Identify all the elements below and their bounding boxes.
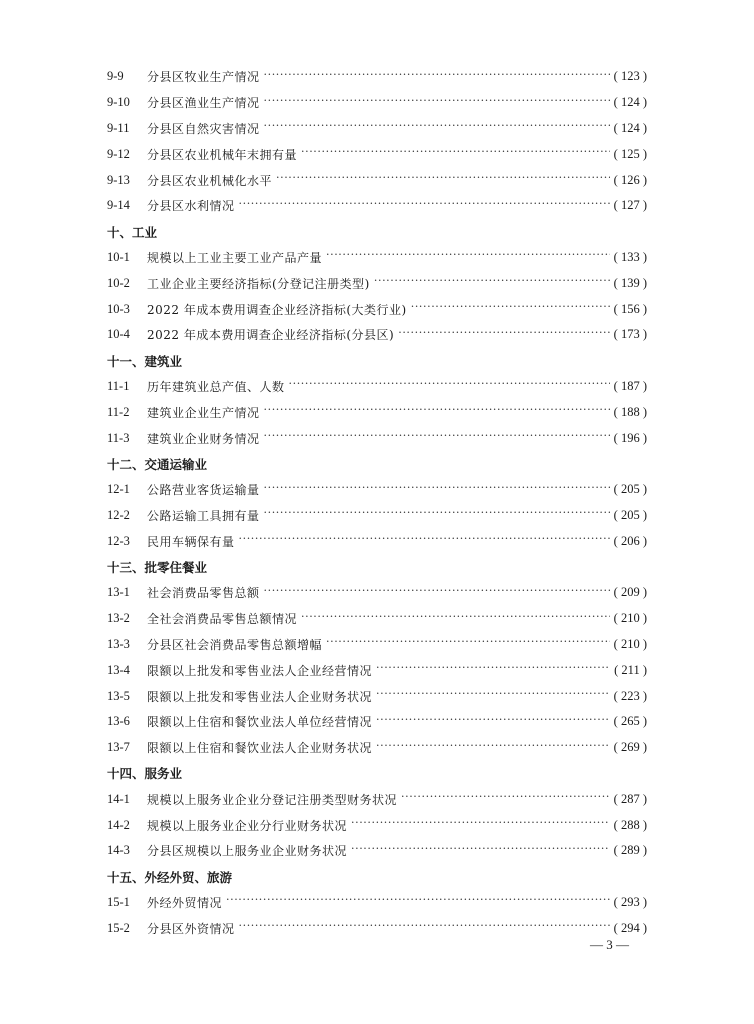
dot-leader — [264, 70, 610, 84]
toc-entry-title: 分县区农业机械年末拥有量 — [147, 147, 298, 162]
toc-entry-number: 9-12 — [107, 146, 130, 161]
toc-entry-title: 分县区自然灾害情况 — [147, 121, 260, 136]
toc-entry[interactable] — [107, 528, 647, 554]
toc-entry-page: ( 210 ) — [613, 636, 647, 651]
toc-entry-number: 14-2 — [107, 817, 130, 832]
toc-entry[interactable] — [107, 116, 647, 142]
toc-entry-title: 限额以上批发和零售业法人企业经营情况 — [147, 663, 373, 678]
toc-entry[interactable] — [107, 915, 647, 941]
dot-leader — [376, 715, 610, 729]
toc-entry[interactable] — [107, 709, 647, 735]
toc-entry-title: 外经外贸情况 — [147, 895, 223, 910]
toc-entry[interactable] — [107, 322, 647, 348]
dot-leader — [411, 302, 610, 316]
toc-entry-number: 9-13 — [107, 172, 130, 187]
toc-entry-title: 建筑业企业生产情况 — [147, 405, 260, 420]
toc-entry-page: ( 205 ) — [613, 507, 647, 522]
toc-entry[interactable] — [107, 503, 647, 529]
toc-entry[interactable] — [107, 425, 647, 451]
dot-leader — [264, 405, 610, 419]
dot-leader — [264, 586, 610, 600]
toc-entry-title: 分县区社会消费品零售总额增幅 — [147, 637, 323, 652]
toc-entry-page: ( 196 ) — [613, 430, 647, 445]
toc-entry-title: 分县区外资情况 — [147, 921, 235, 936]
dot-leader — [239, 199, 610, 213]
dot-leader — [326, 637, 610, 651]
dot-leader — [376, 663, 610, 677]
toc-entry-page: ( 211 ) — [614, 662, 647, 677]
toc-entry[interactable] — [107, 683, 647, 709]
toc-entry-title: 规模以上工业主要工业产品产量 — [147, 250, 323, 265]
toc-entry-page: ( 269 ) — [613, 740, 647, 755]
toc-entry-number: 12-2 — [107, 507, 130, 522]
toc-entry[interactable] — [107, 838, 647, 864]
toc-entry-number: 10-2 — [107, 275, 130, 290]
toc-entry-number: 9-9 — [107, 69, 124, 84]
toc-section-heading: 十二、交通运输业 — [107, 456, 208, 472]
toc-entry-page: ( 139 ) — [613, 275, 647, 290]
toc-entry-page: ( 288 ) — [613, 817, 647, 832]
toc-entry-title: 限额以上住宿和餐饮业法人企业财务状况 — [147, 741, 373, 756]
toc-section-heading: 十一、建筑业 — [107, 353, 183, 369]
toc-entry-number: 10-4 — [107, 327, 130, 342]
toc-entry-page: ( 126 ) — [613, 172, 647, 187]
toc-entry[interactable] — [107, 580, 647, 606]
toc-entry-number: 13-5 — [107, 688, 130, 703]
toc-entry[interactable] — [107, 270, 647, 296]
toc-entry[interactable] — [107, 812, 647, 838]
toc-entry-number: 11-1 — [107, 378, 130, 393]
dot-leader — [264, 96, 610, 110]
toc-section-heading: 十三、批零住餐业 — [107, 560, 208, 576]
toc-entry[interactable] — [107, 245, 647, 271]
toc-entry-number: 13-1 — [107, 585, 130, 600]
toc-entry-number: 11-3 — [107, 430, 130, 445]
toc-entry-page: ( 173 ) — [613, 327, 647, 342]
dot-leader — [239, 921, 610, 935]
toc-entry-page: ( 124 ) — [613, 120, 647, 135]
toc-entry-page: ( 210 ) — [613, 611, 647, 626]
dot-leader — [264, 508, 610, 522]
toc-entry-number: 9-14 — [107, 198, 130, 213]
dot-leader — [326, 250, 610, 264]
toc-entry-title: 历年建筑业总产值、人数 — [147, 379, 285, 394]
toc-entry-number: 13-2 — [107, 611, 130, 626]
toc-entry-number: 15-1 — [107, 894, 130, 909]
toc-entry-page: ( 124 ) — [613, 95, 647, 110]
table-of-contents — [107, 64, 647, 941]
dot-leader — [226, 895, 610, 909]
toc-section-heading: 十四、服务业 — [107, 766, 183, 782]
toc-entry-number: 13-7 — [107, 740, 130, 755]
toc-entry-page: ( 127 ) — [613, 198, 647, 213]
toc-entry-number: 10-1 — [107, 249, 130, 264]
toc-entry-page: ( 209 ) — [613, 585, 647, 600]
toc-entry-title: 民用车辆保有量 — [147, 534, 235, 549]
dot-leader — [376, 689, 610, 703]
toc-entry-title: 分县区牧业生产情况 — [147, 70, 260, 85]
toc-entry[interactable] — [107, 735, 647, 761]
dot-leader — [374, 276, 610, 290]
toc-entry-title: 公路营业客货运输量 — [147, 483, 260, 498]
dot-leader — [264, 431, 610, 445]
toc-entry-page: ( 289 ) — [613, 843, 647, 858]
toc-entry[interactable] — [107, 477, 647, 503]
dot-leader — [276, 173, 610, 187]
dot-leader — [398, 328, 609, 342]
toc-entry[interactable] — [107, 90, 647, 116]
toc-entry[interactable] — [107, 606, 647, 632]
toc-entry-title: 分县区渔业生产情况 — [147, 96, 260, 111]
toc-entry-page: ( 123 ) — [613, 69, 647, 84]
toc-entry-page: ( 156 ) — [613, 301, 647, 316]
dot-leader — [301, 612, 610, 626]
toc-entry-number: 15-2 — [107, 920, 130, 935]
dot-leader — [376, 741, 610, 755]
toc-entry-title: 分县区农业机械化水平 — [147, 173, 273, 188]
toc-entry-page: ( 205 ) — [613, 482, 647, 497]
dot-leader — [351, 818, 610, 832]
toc-entry-number: 14-1 — [107, 791, 130, 806]
toc-entry-number: 13-6 — [107, 714, 130, 729]
toc-section-heading: 十五、外经外贸、旅游 — [107, 869, 233, 885]
toc-entry-page: ( 187 ) — [613, 378, 647, 393]
dot-leader — [401, 792, 610, 806]
toc-entry-title: 分县区水利情况 — [147, 199, 235, 214]
toc-entry-title: 限额以上批发和零售业法人企业财务状况 — [147, 689, 373, 704]
toc-entry-page: ( 287 ) — [613, 791, 647, 806]
toc-entry[interactable] — [107, 141, 647, 167]
dot-leader — [264, 483, 610, 497]
toc-entry-number: 11-2 — [107, 404, 130, 419]
toc-entry-title: 限额以上住宿和餐饮业法人单位经营情况 — [147, 715, 373, 730]
dot-leader — [301, 147, 610, 161]
toc-entry[interactable] — [107, 632, 647, 658]
toc-entry-page: ( 125 ) — [613, 146, 647, 161]
toc-entry-number: 9-10 — [107, 95, 130, 110]
toc-entry-title: 分县区规模以上服务业企业财务状况 — [147, 844, 348, 859]
toc-entry-number: 13-3 — [107, 636, 130, 651]
dot-leader — [351, 844, 610, 858]
toc-entry[interactable] — [107, 399, 647, 425]
dot-leader — [289, 379, 610, 393]
toc-entry-title: 全社会消费品零售总额情况 — [147, 612, 298, 627]
toc-entry-title: 规模以上服务业企业分登记注册类型财务状况 — [147, 792, 398, 807]
page-number: — 3 — — [590, 937, 629, 952]
toc-entry-title: 公路运输工具拥有量 — [147, 508, 260, 523]
toc-entry-title: 工业企业主要经济指标(分登记注册类型) — [147, 276, 370, 291]
dot-leader — [264, 121, 610, 135]
toc-entry[interactable] — [107, 296, 647, 322]
toc-entry-number: 14-3 — [107, 843, 130, 858]
toc-entry[interactable] — [107, 167, 647, 193]
toc-entry-title: 2022 年成本费用调查企业经济指标(分县区) — [147, 328, 395, 343]
toc-section-heading: 十、工业 — [107, 224, 158, 240]
toc-entry-page: ( 223 ) — [613, 688, 647, 703]
toc-entry-title: 规模以上服务业企业分行业财务状况 — [147, 818, 348, 833]
toc-entry-page: ( 133 ) — [613, 249, 647, 264]
toc-entry-page: ( 294 ) — [613, 920, 647, 935]
toc-entry[interactable] — [107, 193, 647, 219]
toc-entry-page: ( 265 ) — [613, 714, 647, 729]
toc-entry-title: 建筑业企业财务情况 — [147, 431, 260, 446]
toc-entry[interactable] — [107, 786, 647, 812]
toc-entry[interactable] — [107, 374, 647, 400]
toc-entry[interactable] — [107, 890, 647, 916]
toc-entry-number: 9-11 — [107, 120, 130, 135]
toc-entry-page: ( 206 ) — [613, 533, 647, 548]
toc-entry-number: 10-3 — [107, 301, 130, 316]
toc-entry-number: 12-3 — [107, 533, 130, 548]
toc-entry-number: 12-1 — [107, 482, 130, 497]
toc-entry-page: ( 293 ) — [613, 894, 647, 909]
dot-leader — [239, 534, 610, 548]
toc-entry-title: 2022 年成本费用调查企业经济指标(大类行业) — [147, 302, 407, 317]
toc-entry[interactable] — [107, 657, 647, 683]
toc-entry-title: 社会消费品零售总额 — [147, 586, 260, 601]
toc-entry-number: 13-4 — [107, 662, 130, 677]
toc-entry[interactable] — [107, 64, 647, 90]
toc-entry-page: ( 188 ) — [613, 404, 647, 419]
